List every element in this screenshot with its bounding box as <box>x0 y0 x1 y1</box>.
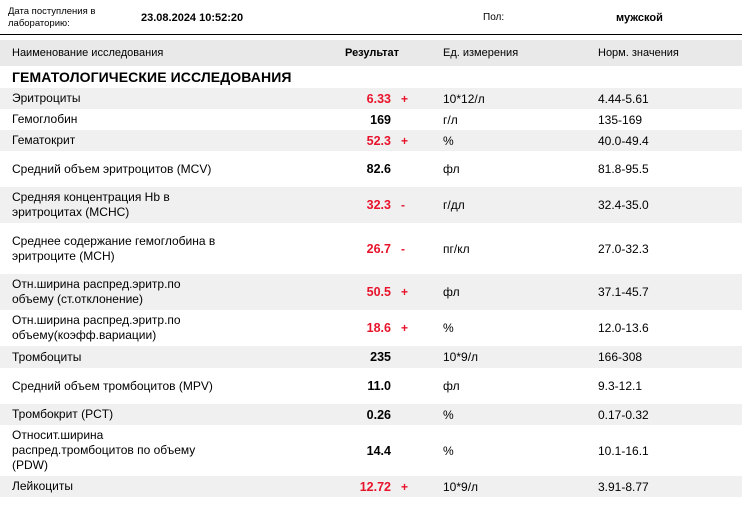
test-unit: фл <box>443 379 460 393</box>
test-unit: 10*9/л <box>443 479 479 494</box>
column-header <box>0 40 742 66</box>
result-flag: + <box>401 479 409 494</box>
table-row <box>0 310 742 346</box>
test-norm: 4.44-5.61 <box>598 91 649 106</box>
table-row <box>0 476 742 497</box>
result-flag: + <box>401 133 409 148</box>
test-name: Тромбоциты <box>12 349 82 364</box>
table-row <box>0 88 742 109</box>
test-result: 14.4 <box>366 443 391 458</box>
test-result: 0.26 <box>366 407 391 422</box>
column-unit-header: Ед. измерения <box>443 47 519 59</box>
test-norm: 9.3-12.1 <box>598 379 643 393</box>
test-unit: % <box>443 321 454 335</box>
test-result: 50.5 <box>366 285 391 299</box>
test-unit: пг/кл <box>443 241 470 256</box>
test-result: 18.6 <box>366 321 391 335</box>
table-row <box>0 346 742 368</box>
test-norm: 81.8-95.5 <box>598 162 649 176</box>
test-name: Отн.ширина распред.эритр.по объему(коэфф.вариации) <box>12 313 181 342</box>
report-header <box>0 0 742 35</box>
result-flag: - <box>401 241 405 256</box>
test-name: Тромбокрит (PCT) <box>12 407 114 421</box>
test-unit: г/л <box>443 112 458 127</box>
test-unit: фл <box>443 162 460 176</box>
received-datetime: 23.08.2024 10:52:20 <box>141 12 244 24</box>
test-name: Лейкоциты <box>12 479 74 493</box>
test-name: Средний объем эритроцитов (MCV) <box>12 161 212 176</box>
test-unit: 10*12/л <box>443 91 485 106</box>
sex-value: мужской <box>616 12 663 24</box>
received-label: Дата поступления в лабораторию: <box>8 6 96 29</box>
table-row <box>0 109 742 130</box>
test-unit: % <box>443 443 454 458</box>
test-norm: 32.4-35.0 <box>598 198 649 212</box>
test-norm: 40.0-49.4 <box>598 133 649 148</box>
test-name: Гемоглобин <box>12 112 78 126</box>
table-row <box>0 368 742 404</box>
test-norm: 3.91-8.77 <box>598 479 649 494</box>
test-name: Относит.ширина распред.тромбоцитов по объему (PDW) <box>12 428 196 472</box>
test-result: 26.7 <box>366 241 391 256</box>
test-name: Эритроциты <box>12 91 81 105</box>
test-norm: 27.0-32.3 <box>598 241 649 256</box>
test-norm: 12.0-13.6 <box>598 321 649 335</box>
column-norm-header: Норм. значения <box>598 47 679 59</box>
result-flag: + <box>401 91 409 106</box>
test-result: 32.3 <box>366 198 391 212</box>
test-name: Средний объем тромбоцитов (MPV) <box>12 378 213 393</box>
table-row <box>0 404 742 425</box>
test-unit: фл <box>443 285 460 299</box>
column-result-header: Результат <box>345 47 400 59</box>
test-unit: г/дл <box>443 198 465 212</box>
test-result: 6.33 <box>366 91 391 106</box>
test-result: 11.0 <box>367 379 391 393</box>
test-result: 169 <box>370 112 391 127</box>
test-unit: % <box>443 133 454 148</box>
test-result: 12.72 <box>359 479 391 494</box>
test-result: 52.3 <box>366 133 391 148</box>
column-name-header: Наименование исследования <box>12 47 164 59</box>
sex-label: Пол: <box>483 12 505 23</box>
table-row <box>0 274 742 310</box>
test-name: Отн.ширина распред.эритр.по объему (ст.отклонение) <box>12 277 181 306</box>
test-norm: 0.17-0.32 <box>598 407 649 422</box>
table-row <box>0 187 742 223</box>
test-name: Среднее содержание гемоглобина в эритроците (MCH) <box>12 233 216 263</box>
test-result: 82.6 <box>366 162 391 176</box>
results-table <box>0 88 742 497</box>
result-flag: + <box>401 321 409 335</box>
test-name: Гематокрит <box>12 133 76 147</box>
test-result: 235 <box>370 350 391 364</box>
table-row <box>0 130 742 151</box>
table-row <box>0 425 742 476</box>
test-norm: 135-169 <box>598 112 643 127</box>
test-norm: 37.1-45.7 <box>598 285 649 299</box>
test-norm: 166-308 <box>598 350 643 364</box>
test-norm: 10.1-16.1 <box>598 443 649 458</box>
table-row <box>0 223 742 274</box>
test-name: Средняя концентрация Hb в эритроцитах (MCHC) <box>12 190 170 219</box>
result-flag: + <box>401 285 409 299</box>
section-title: ГЕМАТОЛОГИЧЕСКИЕ ИССЛЕДОВАНИЯ <box>12 69 292 85</box>
table-row <box>0 151 742 187</box>
test-unit: % <box>443 407 454 422</box>
result-flag: - <box>401 198 405 212</box>
test-unit: 10*9/л <box>443 350 479 364</box>
